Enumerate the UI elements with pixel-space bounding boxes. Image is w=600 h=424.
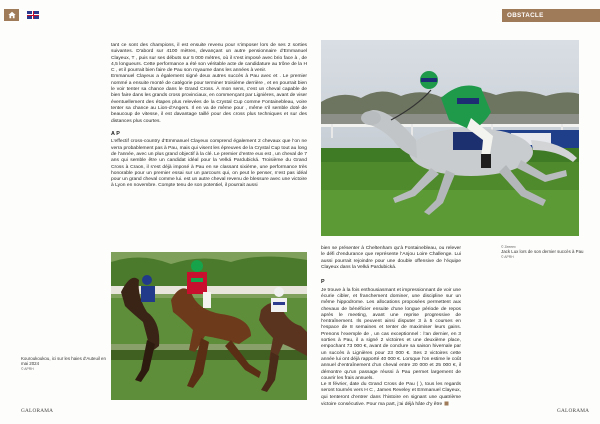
photo-caption-right — [501, 245, 596, 259]
home-tab[interactable] — [4, 9, 19, 21]
photo-agency: © APRH — [501, 254, 514, 259]
photo-credit: © Zeeeex — [501, 245, 516, 249]
paragraph: tant ce sont des champions, il est ensuite revenu pour s’imposer lors de ses 2 sorties suivantes. D’abord sur 4100 mètres, devançant un autre pensionnaire d’Emmanuel Clayeux, T , puis sur ses débuts sur 5 000 mètres, où il s’est imposé avec brio face à , de 4,5 longueurs. Cette performance a été son véritable acte de candidature au trône de la H C , et il pourrait bien faire de Pau son royaume dans les années à venir. — [111, 43, 307, 74]
section-label[interactable]: OBSTACLE — [502, 9, 600, 22]
article-column-right — [321, 246, 461, 408]
article-column-left — [111, 43, 307, 190]
paragraph: Emmanuel Clayeux a également signé deux autres succès à Pau avec et . Le premier nommé a ensuite monté de catégorie pour terminer troisième derrière , et en pourrait bien le voir tenter sa chance dans le Grand Cross. À mon sens, c’est un cheval capable de bien faire dans les grands cross provinciaux, en commençant par Lignières, avant de viser éventuellement des étapes plus relevées de la Crystal Cup comme Fontainebleau, voire tenter sa chance au Lion-d’Angers. Il en va de même pour , même s’il semble doté de beaucoup de vitesse, il est davantage taillé pour des cross plus techniques et sur des distances plus courtes. — [111, 74, 307, 124]
photo-caption-left — [21, 356, 109, 371]
caption-text: Kouroukoukou, ici sur les haies d’Auteuil en mai 2024 — [21, 356, 106, 367]
section-heading: A P — [111, 130, 120, 137]
paragraph — [321, 382, 461, 408]
caption-text: Jack Lux lors de son dernier succès à Pau — [501, 249, 584, 255]
paragraph: L’effectif cross-country d’Emmanuel Clayeux comprend également 2 chevaux que l’on ne verra probablement pas à Pau, mais qui visent les épreuves de la Crystal Cup tout au long de l’année, avec un plus grand objectif à la clé. Le premier d’entre eux est , un cheval de 7 ans qui semble être un candidat idéal pour la Velká Pardubická. Troisième du Grand Cross à Craon, il s’est déjà imposé à Pau en se classant sixième, une performance très honorable pour un premier essai sur un parcours qui, on peut le penser, n’est pas idéal pour un grand cheval comme lui. est un autre cheval revenu de blessure avec une victoire à Lyon en novembre. Compte tenu de son potentiel, il pourrait aussi — [111, 139, 307, 189]
paragraph-text: Le 8 février, date du Grand Cross de Pau ( ), tous les regards seront tournés vers H C , James Reveley et Emmanuel Clayeux, qui tenteront d’entrer dans l’histoire en signant une quatrième victoire consécutive. Pour ma part, j’ai déjà hâte d’y être — [321, 382, 461, 407]
end-mark-icon — [444, 401, 449, 406]
paragraph: bien se présenter à Cheltenham qu’à Fontainebleau, ou relever le défi d’endurance que représente l’Anjou Loire Challenge. Lui aussi pourrait rejoindre pour une double offensive de l’équipe Clayeux dans la Velká Pardubická. — [321, 246, 461, 270]
home-icon — [8, 11, 16, 19]
photo-grey-horse-jumping — [321, 40, 579, 236]
footer-logo-left: GALORAMA — [21, 408, 54, 414]
photo-agency: © APRH — [21, 366, 34, 371]
photo-hurdle-race — [111, 252, 307, 400]
paragraph: Je trouve à la fois enthousiasmant et impressionnant de voir une écurie cibler, et franchement dominer, une discipline sur un même hippodrome. Les allocations proposées permettent aux chevaux de bénéficier ensuite d’une longue période de repos après le meeting, avant une reprise progressive de l’entraînement. Ils peuvent ainsi disputer 3 à 5 courses en l’espace de 8 semaines et tenter de maximiser leurs gains. Prenons l’exemple de , un cas exceptionnel : l’an dernier, en 3 sorties à Pau, il a signé 2 victoires et une deuxième place, empochant 73 000 €, avant de conclure sa saison hivernale par un succès à Lignières pour 23 000 €. Ses 2 victoires cette année lui ont déjà rapporté 40 000 €. Lorsque l’on estime le coût annuel d’entraînement d’un cheval entre 20 000 et 25 000 €, il démontre qu’un passage réussi à Pau permet largement de couvrir les frais annuels. — [321, 287, 461, 381]
uk-flag-icon[interactable] — [27, 11, 39, 19]
footer-logo-right: GALORAMA — [557, 408, 590, 414]
section-heading: P — [321, 279, 325, 286]
